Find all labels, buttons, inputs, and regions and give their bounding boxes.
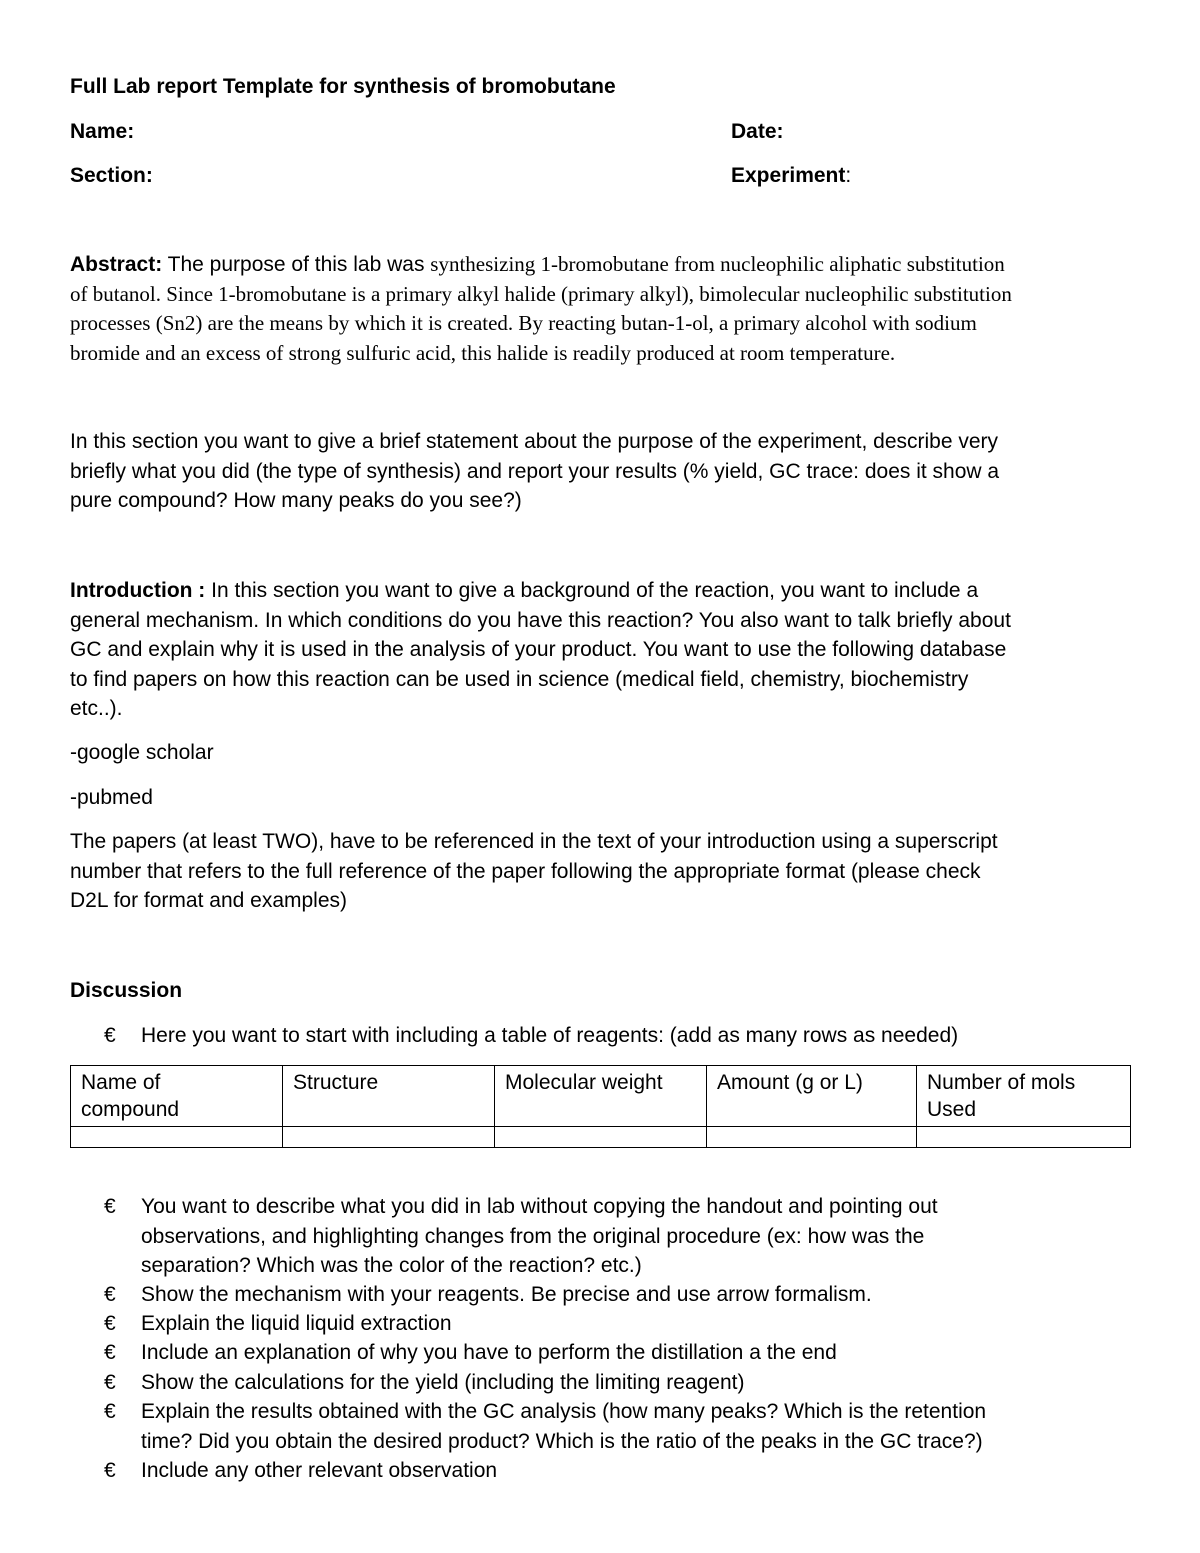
bullet-icon: €	[104, 1312, 116, 1335]
experiment-colon: :	[845, 164, 852, 187]
name-label: Name:	[70, 120, 135, 143]
abstract-text-serif: synthesizing 1-bromobutane from nucleophilic aliphatic substitution	[430, 252, 1005, 276]
list-item-continuation: separation? Which was the color of the reaction? etc.)	[141, 1254, 642, 1277]
discussion-heading: Discussion	[70, 979, 183, 1002]
table-row	[71, 1127, 1131, 1148]
table-header-cell: Molecular weight	[495, 1066, 707, 1127]
table-cell	[71, 1127, 283, 1148]
list-item: Include an explanation of why you have to perform the distillation a the end	[141, 1341, 837, 1364]
reagents-table	[70, 1065, 1131, 1148]
experiment-label-group	[731, 165, 851, 186]
list-item-continuation: time? Did you obtain the desired product? Which is the ratio of the peaks in the GC trace?)	[141, 1430, 983, 1453]
bullet-icon: €	[104, 1371, 116, 1394]
list-item: Show the mechanism with your reagents. Be precise and use arrow formalism.	[141, 1283, 872, 1306]
introduction-line-1: In this section you want to give a background of the reaction, you want to include a	[205, 579, 979, 602]
abstract-line-3: processes (Sn2) are the means by which it is created. By reacting butan-1-ol, a primary alcohol with sodium	[70, 311, 977, 335]
table-cell	[707, 1127, 917, 1148]
list-item-continuation: observations, and highlighting changes from the original procedure (ex: how was the	[141, 1225, 925, 1248]
abstract-line-4: bromide and an excess of strong sulfuric acid, this halide is readily produced at room temperature.	[70, 340, 896, 365]
table-cell	[495, 1127, 707, 1148]
abstract-instructions-line-2: briefly what you did (the type of synthesis) and report your results (% yield, GC trace: does it show a	[70, 459, 1000, 483]
introduction-paragraph	[70, 576, 1140, 724]
bullet-icon: €	[104, 1283, 116, 1306]
table-cell	[283, 1127, 495, 1148]
abstract-label: Abstract:	[70, 253, 163, 276]
bullet-icon: €	[104, 1400, 116, 1423]
date-label: Date:	[731, 120, 784, 143]
abstract-paragraph	[70, 250, 1140, 368]
table-header-row	[71, 1066, 1131, 1127]
abstract-line-2: of butanol. Since 1-bromobutane is a primary alkyl halide (primary alkyl), bimolecular nucleophilic substitution	[70, 281, 1012, 306]
introduction-label: Introduction :	[70, 579, 206, 602]
abstract-instructions	[70, 427, 1140, 516]
bullet-icon: €	[104, 1195, 116, 1218]
introduction-line-3: GC and explain why it is used in the analysis of your product. You want to use the following database	[70, 638, 1007, 661]
experiment-label: Experiment	[731, 164, 846, 187]
list-item: Show the calculations for the yield (including the limiting reagent)	[141, 1371, 745, 1394]
list-item: Explain the results obtained with the GC analysis (how many peaks? Which is the retention	[141, 1400, 987, 1423]
table-intro-text: Here you want to start with including a table of reagents: (add as many rows as needed)	[141, 1024, 959, 1047]
list-item: Include any other relevant observation	[141, 1459, 498, 1482]
bullet-icon: €	[104, 1341, 116, 1364]
database-google-scholar: -google scholar	[70, 741, 214, 764]
references-paragraph	[70, 827, 1140, 916]
abstract-text-sans: The purpose of this lab was	[162, 253, 431, 276]
document-title: Full Lab report Template for synthesis of bromobutane	[70, 75, 616, 98]
references-line-1: The papers (at least TWO), have to be referenced in the text of your introduction using a superscript	[70, 830, 998, 853]
introduction-line-2: general mechanism. In which conditions do you have this reaction? You also want to talk briefly about	[70, 608, 1011, 632]
abstract-instructions-line-3: pure compound? How many peaks do you see?)	[70, 489, 522, 512]
database-pubmed: -pubmed	[70, 786, 153, 809]
abstract-instructions-line-1: In this section you want to give a brief statement about the purpose of the experiment, describe very	[70, 430, 999, 453]
list-item: You want to describe what you did in lab without copying the handout and pointing out	[141, 1195, 938, 1218]
bullet-icon: €	[104, 1024, 116, 1047]
section-label: Section:	[70, 164, 153, 187]
references-line-3: D2L for format and examples)	[70, 889, 348, 912]
table-header-cell: Structure	[283, 1066, 495, 1127]
table-header-cell: Number of mols Used	[917, 1066, 1131, 1127]
list-item: Explain the liquid liquid extraction	[141, 1312, 452, 1335]
bullet-icon: €	[104, 1459, 116, 1482]
table-header-cell: Amount (g or L)	[707, 1066, 917, 1127]
introduction-line-4: to find papers on how this reaction can be used in science (medical field, chemistry, biochemistry	[70, 667, 969, 691]
introduction-line-5: etc..).	[70, 697, 123, 720]
table-cell	[917, 1127, 1131, 1148]
table-header-cell: Name of compound	[71, 1066, 283, 1127]
references-line-2: number that refers to the full reference of the paper following the appropriate format (please check	[70, 859, 981, 883]
